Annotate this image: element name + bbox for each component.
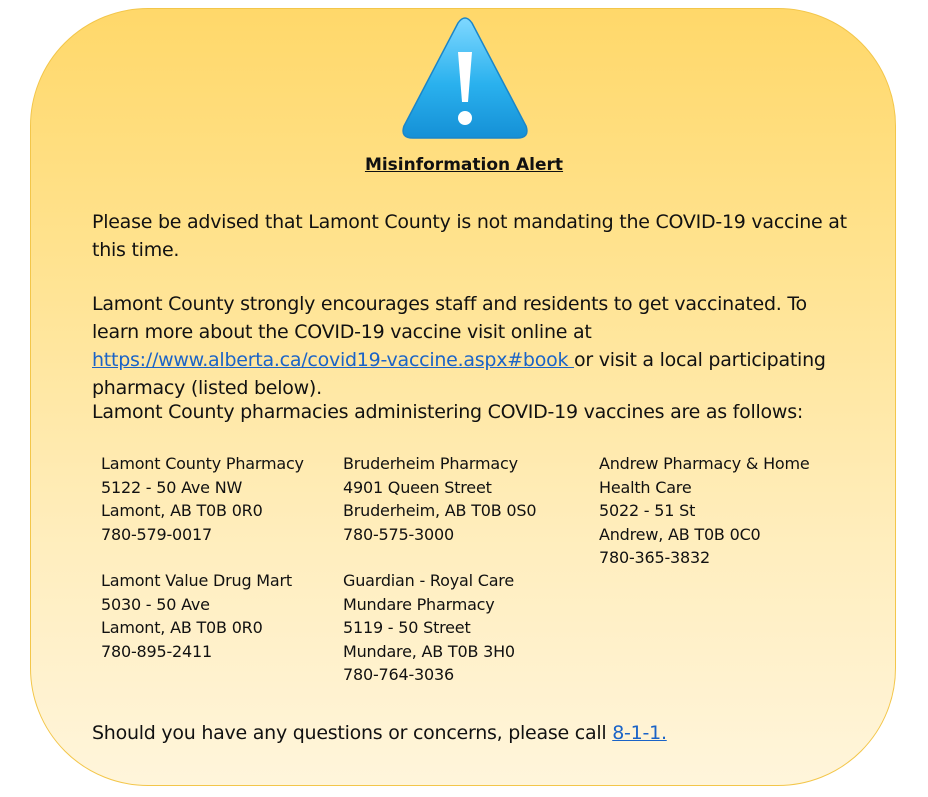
pharmacy-name: Guardian - Royal Care Mundare Pharmacy [343,571,514,614]
contact-line [92,719,852,747]
pharmacy-name: Andrew Pharmacy & Home Health Care [599,454,810,497]
pharmacy-address: 5022 - 51 St [599,501,696,520]
pharmacy-city: Mundare, AB T0B 3H0 [343,641,515,661]
encouragement-text-end: or visit a local participating pharmacy (listed below). [92,349,826,399]
pharmacy-entry [343,452,536,546]
pharmacy-address: 4901 Queen Street [343,477,492,497]
pharmacy-phone: 780-365-3832 [599,548,710,567]
alberta-vaccine-link[interactable]: https://www.alberta.ca/covid19-vaccine.aspx#book [92,349,575,371]
pharmacy-entry [101,452,304,546]
alert-title: Misinformation Alert [364,155,564,175]
pharmacy-phone: 780-579-0017 [101,524,212,544]
pharmacy-phone: 780-575-3000 [343,524,454,544]
contact-text: Should you have any questions or concerns, please call [92,722,613,744]
pharmacy-city: Andrew, AB T0B 0C0 [599,524,761,544]
pharmacies-intro: Lamont County pharmacies administering COVID-19 vaccines are as follows: [92,401,804,423]
pharmacy-city: Lamont, AB T0B 0R0 [101,618,263,637]
not-mandating-notice: Please be advised that Lamont County is not mandating the COVID-19 vaccine at this time. [92,211,847,261]
pharmacy-name: Lamont Value Drug Mart [101,571,292,590]
vaccination-encouragement [92,290,852,402]
pharmacy-city: Lamont, AB T0B 0R0 [101,501,263,520]
pharmacy-entry [599,452,827,570]
pharmacy-address: 5122 - 50 Ave NW [101,477,243,497]
pharmacy-city: Bruderheim, AB T0B 0S0 [343,501,537,520]
pharmacy-entry [101,569,292,663]
pharmacy-phone: 780-895-2411 [101,641,212,661]
encouragement-text: Lamont County strongly encourages staff and residents to get vaccinated. To learn more about the COVID-19 vaccine visit online at [92,293,807,343]
health-link-811[interactable]: 8-1-1. [612,722,667,744]
pharmacy-address: 5119 - 50 Street [343,618,471,637]
pharmacy-name: Bruderheim Pharmacy [343,454,518,473]
exclamation-dot [458,111,472,125]
pharmacy-phone: 780-764-3036 [343,665,454,684]
pharmacy-address: 5030 - 50 Ave [101,594,210,614]
warning-triangle-icon [400,14,530,144]
pharmacy-entry [343,569,528,687]
pharmacy-name: Lamont County Pharmacy [101,454,304,473]
